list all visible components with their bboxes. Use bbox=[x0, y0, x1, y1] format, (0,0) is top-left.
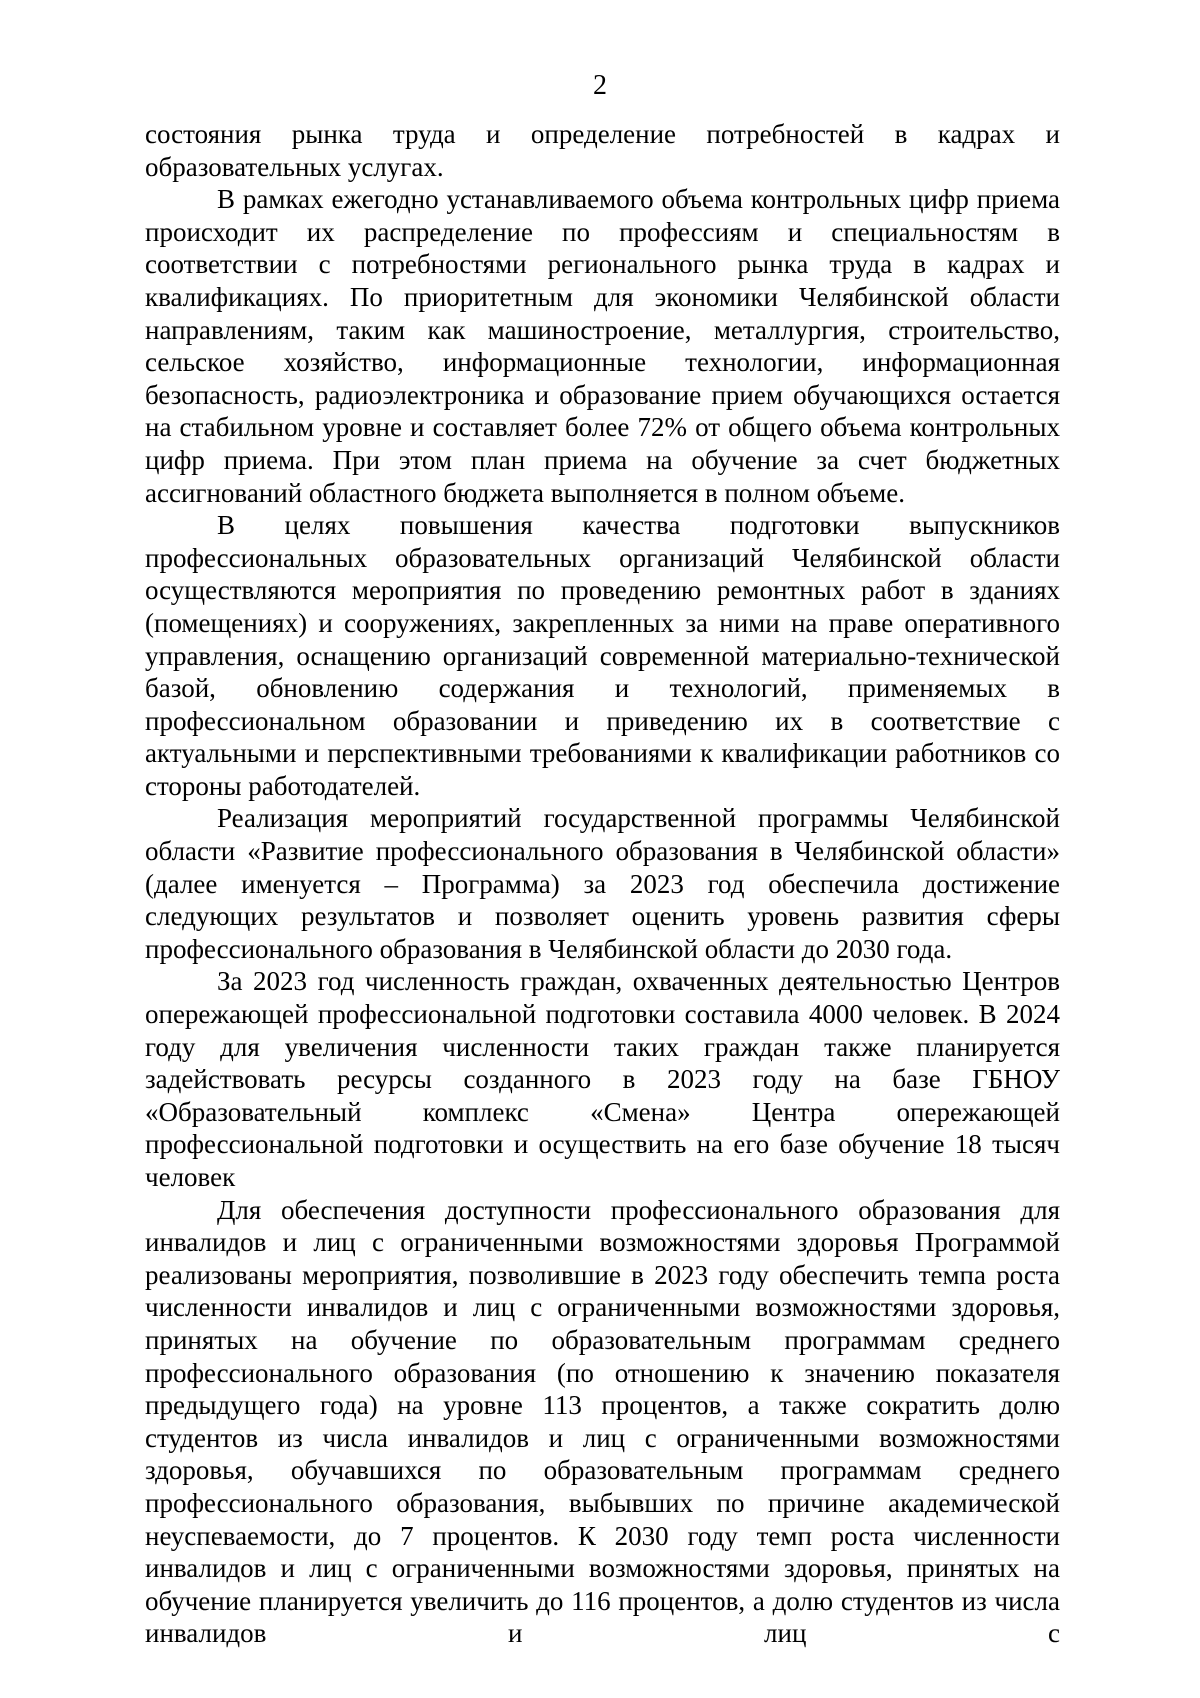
document-body bbox=[145, 118, 1060, 1650]
paragraph-admission-figures: В рамках ежегодно устанавливаемого объема контрольных цифр приема происходит их распределение по профессиям и специальностям в соответствии с потребностями регионального рынка труда в кадрах и квалификациях. По приоритетным для экономики Челябинской области направлениям, таким как машиностроение, металлургия, строительство, сельское хозяйство, информационные технологии, информационная безопасность, радиоэлектроника и образование прием обучающихся остается на стабильном уровне и составляет более 72% от общего объема контрольных цифр приема. При этом план приема на обучение за счет бюджетных ассигнований областного бюджета выполняется в полном объеме. bbox=[145, 184, 1060, 508]
paragraph-training-centers: За 2023 год численность граждан, охваченных деятельностью Центров опережающей профессиональной подготовки составила 4000 человек. В 2024 году для увеличения численности таких граждан также планируется задействовать ресурсы созданного в 2023 году на базе ГБНОУ «Образовательный комплекс «Смена» Центра опережающей профессиональной подготовки и осуществить на его базе обучение 18 тысяч человек bbox=[145, 966, 1060, 1192]
page-number: 2 bbox=[593, 70, 607, 101]
paragraph-continuation: состояния рынка труда и определение потребностей в кадрах и образовательных услугах. bbox=[145, 119, 1060, 182]
paragraph-quality-measures: В целях повышения качества подготовки выпускников профессиональных образовательных организаций Челябинской области осуществляются мероприятия по проведению ремонтных работ в зданиях (помещениях) и сооружениях, закрепленных за ними на праве оперативного управления, оснащению организаций современной материально-технической базой, обновлению содержания и технологий, применяемых в профессиональном образовании и приведению их в соответствие с актуальными и перспективными требованиями к квалификации работников со стороны работодателей. bbox=[145, 510, 1060, 801]
paragraph-accessibility: Для обеспечения доступности профессионального образования для инвалидов и лиц с ограниченными возможностями здоровья Программой реализованы мероприятия, позволившие в 2023 году обеспечить темпа роста численности инвалидов и лиц с ограниченными возможностями здоровья, принятых на обучение по образовательным программам среднего профессионального образования (по отношению к значению показателя предыдущего года) на уровне 113 процентов, а также сократить долю студентов из числа инвалидов и лиц с ограниченными возможностями здоровья, обучавшихся по образовательным программам среднего профессионального образования, выбывших по причине академической неуспеваемости, до 7 процентов. К 2030 году темп роста численности инвалидов и лиц с ограниченными возможностями здоровья, принятых на обучение планируется увеличить до 116 процентов, а долю студентов из числа инвалидов и лиц с bbox=[145, 1194, 1060, 1649]
paragraph-program-results: Реализация мероприятий государственной программы Челябинской области «Развитие профессионального образования в Челябинской области» (далее именуется – Программа) за 2023 год обеспечила достижение следующих результатов и позволяет оценить уровень развития сферы профессионального образования в Челябинской области до 2030 года. bbox=[145, 803, 1060, 964]
